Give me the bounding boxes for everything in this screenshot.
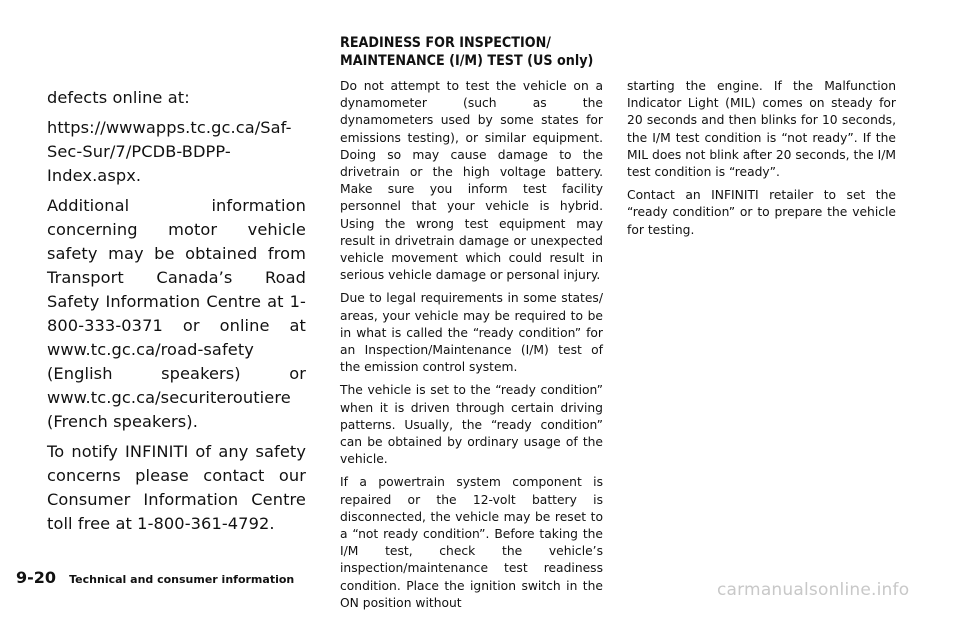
section-heading <box>340 35 622 70</box>
right-paragraph-2: Contact an INFINITI retailer to set the “ready condition” or to prepare the vehicle for testing. <box>627 188 896 237</box>
left-paragraph-4: To notify INFINITI of any safety concerns please contact our Consumer Information Centre toll free at 1-800-361-4792. <box>47 442 306 533</box>
left-column <box>47 86 306 542</box>
mid-paragraph-4: If a powertrain system component is repaired or the 12-volt battery is disconnected, the vehicle may be reset to a “not ready condition”. Before taking the I/M test, check the vehicle’s inspection/maintenance test readiness condition. Place the ignition switch in the ON position without <box>340 475 603 610</box>
page-number: 9-20 <box>16 568 57 587</box>
left-paragraph-3: Additional information concerning motor vehicle safety may be obtained from Transport Canada’s Road Safety Information Centre at 1-800-333-0371 or online at www.tc.gc.ca/road-safety (English speakers) or www.tc.gc.ca/securiteroutiere (French speakers). <box>47 196 306 431</box>
section-heading-line-1: READINESS FOR INSPECTION/ <box>340 35 551 51</box>
left-paragraph-url: https://wwwapps.tc.gc.ca/Saf-Sec-Sur/7/PCDB-BDPP-Index.aspx. <box>47 118 292 185</box>
watermark: carmanualsonline.info <box>717 580 910 600</box>
footer-section-title: Technical and consumer information <box>69 573 295 586</box>
middle-column <box>340 78 603 618</box>
mid-paragraph-3: The vehicle is set to the “ready condition” when it is driven through certain driving patterns. Usually, the “ready condition” can be obtained by ordinary usage of the vehicle. <box>340 383 603 467</box>
mid-paragraph-2: Due to legal requirements in some states/ areas, your vehicle may be required to be in what is called the “ready condition” for an Inspection/Maintenance (I/M) test of the emission control system. <box>340 291 603 375</box>
section-heading-line-2: MAINTENANCE (I/M) TEST (US only) <box>340 52 594 69</box>
right-column <box>627 78 896 245</box>
left-paragraph-1: defects online at: <box>47 88 190 107</box>
right-paragraph-1: starting the engine. If the Malfunction Indicator Light (MIL) comes on steady for 20 seconds and then blinks for 10 seconds, the I/M test condition is “not ready”. If the MIL does not blink after 20 seconds, the I/M test condition is “ready”. <box>627 79 896 180</box>
page-footer <box>16 568 294 587</box>
mid-paragraph-1: Do not attempt to test the vehicle on a dynamometer (such as the dynamometers used by some states for emissions testing), or similar equipment. Doing so may cause damage to the drivetrain or the high voltage battery. Make sure you inform test facility personnel that your vehicle is hybrid. Using the wrong test equipment may result in drivetrain damage or unexpected vehicle movement which could result in serious vehicle damage or personal injury. <box>340 79 603 283</box>
